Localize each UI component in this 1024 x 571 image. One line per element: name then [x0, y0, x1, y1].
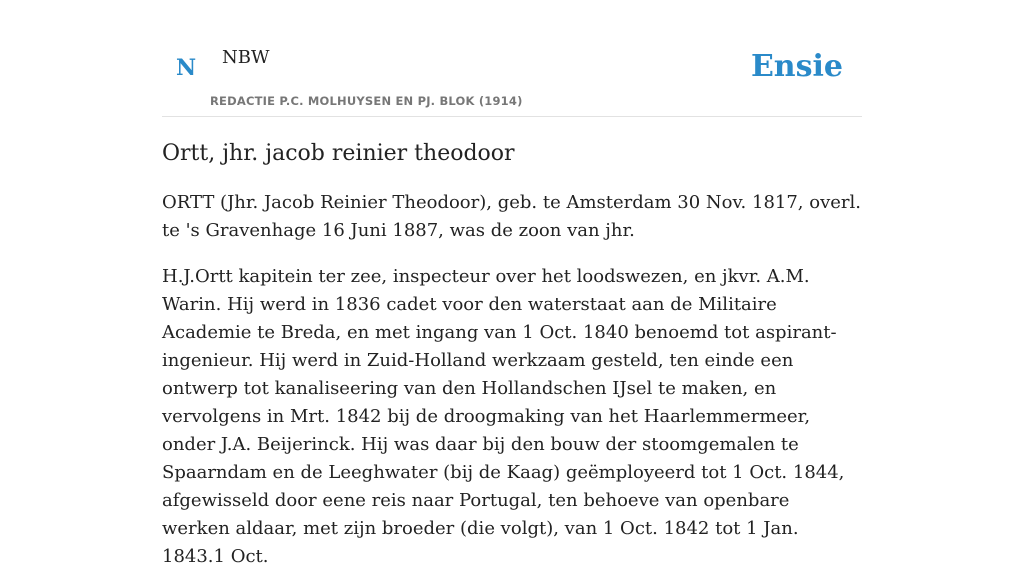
article-title: Ortt, jhr. jacob reinier theodoor	[162, 141, 515, 166]
source-logo[interactable]: N	[176, 55, 197, 81]
header	[162, 0, 862, 117]
ensie-logo-link[interactable]: Ensie	[750, 49, 843, 84]
article-paragraph: ORTT (Jhr. Jacob Reinier Theodoor), geb. te Amsterdam 30 Nov. 1817, overl. te 's Gravenhage 16 Juni 1887, was de zoon van jhr.	[162, 192, 861, 241]
article-paragraph: H.J.Ortt kapitein ter zee, inspecteur over het loodswezen, en jkvr. A.M. Warin. Hij werd in 1836 cadet voor den waterstaat aan de Militaire Academie te Breda, en met ingang van 1 Oct. 1840 benoemd tot aspirant-ingenieur. Hij werd in Zuid-Holland werkzaam gesteld, ten einde een ontwerp tot kanaliseering van den Hollandschen IJsel te maken, en vervolgens in Mrt. 1842 bij de droogmaking van het Haarlemmermeer, onder J.A. Beijerinck. Hij was daar bij den bouw der stoomgemalen te Spaarndam en de Leeghwater (bij de Kaag) geëmployeerd tot 1 Oct. 1844, afgewisseld door eene reis naar Portugal, ten behoeve van openbare werken aldaar, met zijn broeder (die volgt), van 1 Oct. 1842 tot 1 Jan. 1843.1 Oct.	[162, 266, 845, 567]
source-name[interactable]: NBW	[222, 47, 270, 68]
article	[162, 138, 862, 571]
source-subtitle: REDACTIE P.C. MOLHUYSEN EN PJ. BLOK (1914)	[210, 94, 523, 108]
